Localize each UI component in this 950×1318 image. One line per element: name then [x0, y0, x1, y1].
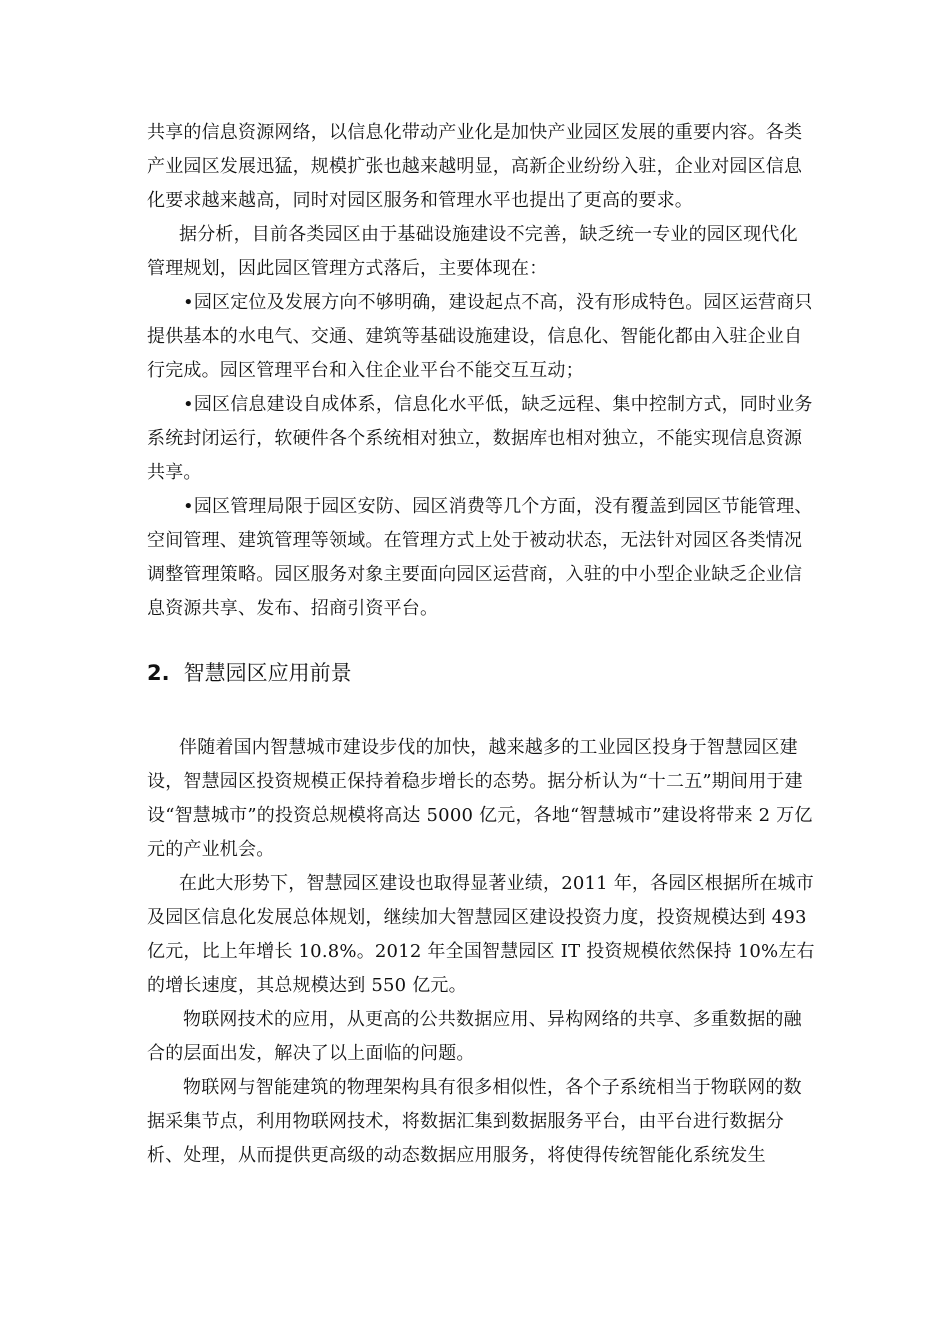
section-1-body [147, 116, 815, 626]
paragraph-analysis: 据分析，目前各类园区由于基础设施建设不完善，缺乏统一专业的园区现代化管理规划，因此园区管理方式落后，主要体现在： [147, 224, 798, 279]
paragraph-intro-continuation: 共享的信息资源网络，以信息化带动产业化是加快产业园区发展的重要内容。各类产业园区发展迅猛，规模扩张也越来越明显，高新企业纷纷入驻，企业对园区信息化要求越来越高，同时对园区服务和管理水平也提出了更高的要求。 [147, 122, 803, 211]
paragraph-investment: 伴随着国内智慧城市建设步伐的加快，越来越多的工业园区投身于智慧园区建设，智慧园区投资规模正保持着稳步增长的态势。据分析认为“十二五”期间用于建设“智慧城市”的投资总规模将高达 5000 亿元，各地“智慧城市”建设将带来 2 万亿元的产业机会。 [147, 737, 813, 860]
section-2-body [147, 731, 815, 1173]
paragraph-iot-architecture: 物联网与智能建筑的物理架构具有很多相似性，各个子系统相当于物联网的数据采集节点，利用物联网技术，将数据汇集到数据服务平台，由平台进行数据分析、处理，从而提供更高级的动态数据应用服务，将使得传统智能化系统发生 [147, 1077, 802, 1166]
bullet-item-management: •园区管理局限于园区安防、园区消费等几个方面，没有覆盖到园区节能管理、空间管理、建筑管理等领域。在管理方式上处于被动状态，无法针对园区各类情况调整管理策略。园区服务对象主要面向园区运营商，入驻的中小型企业缺乏企业信息资源共享、发布、招商引资平台。 [147, 496, 813, 619]
bullet-item-information: •园区信息建设自成体系，信息化水平低，缺乏远程、集中控制方式，同时业务系统封闭运行，软硬件各个系统相对独立，数据库也相对独立，不能实现信息资源共享。 [147, 394, 813, 483]
section-title: 智慧园区应用前景 [183, 661, 352, 685]
section-number: 2. [147, 661, 170, 685]
paragraph-achievements: 在此大形势下，智慧园区建设也取得显著业绩，2011 年，各园区根据所在城市及园区信息化发展总体规划，继续加大智慧园区建设投资力度，投资规模达到 493 亿元，比上年增长 10.8%。2012 年全国智慧园区 IT 投资规模依然保持 10%左右的增长速度，其总规模达到 550 亿元。 [147, 873, 815, 996]
section-heading [147, 656, 352, 690]
paragraph-iot-application: 物联网技术的应用，从更高的公共数据应用、异构网络的共享、多重数据的融合的层面出发，解决了以上面临的问题。 [147, 1009, 802, 1064]
bullet-item-positioning: •园区定位及发展方向不够明确，建设起点不高，没有形成特色。园区运营商只提供基本的水电气、交通、建筑等基础设施建设，信息化、智能化都由入驻企业自行完成。园区管理平台和入住企业平台不能交互互动； [147, 292, 813, 381]
